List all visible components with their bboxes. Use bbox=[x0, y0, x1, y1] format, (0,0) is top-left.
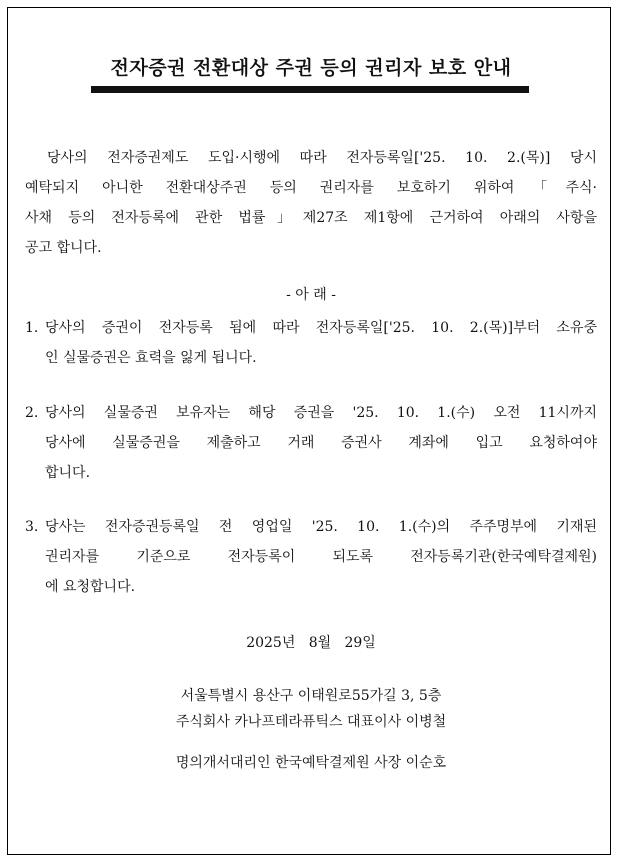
item-number: 1. bbox=[25, 320, 39, 336]
item-line: 에 요청합니다. bbox=[45, 579, 136, 595]
item-line: 합니다. bbox=[45, 465, 91, 481]
intro-line: 공고 합니다. bbox=[25, 240, 102, 256]
title-area bbox=[0, 53, 622, 80]
item-line: 당사의 실물증권 보유자는 해당 증권을 '25. 10. 1.(수) 오전 11시까지 bbox=[45, 405, 597, 421]
intro-paragraph bbox=[25, 143, 597, 263]
company-representative: 주식회사 카나프테라퓨틱스 대표이사 이병철 bbox=[175, 714, 447, 730]
item-line: 인 실물증권은 효력을 잃게 됩니다. bbox=[45, 350, 257, 366]
intro-line: 당사의 전자증권제도 도입·시행에 따라 전자등록일['25. 10. 2.(목)] 당시 bbox=[47, 150, 597, 166]
transfer-agent: 명의개서대리인 한국예탁결제원 사장 이순호 bbox=[175, 755, 447, 771]
item-line: 당사의 증권이 전자등록 됨에 따라 전자등록일['25. 10. 2.(목)]부터 소유중 bbox=[45, 320, 597, 336]
item-line: 당사는 전자증권등록일 전 영업일 '25. 10. 1.(수)의 주주명부에 기재된 bbox=[45, 519, 597, 535]
notice-heading: - 아 래 - bbox=[286, 287, 336, 303]
company-address: 서울특별시 용산구 이태원로55가길 3, 5층 bbox=[180, 688, 442, 704]
item-number: 3. bbox=[25, 519, 39, 535]
intro-line: 예탁되지 아니한 전환대상주권 등의 권리자를 보호하기 위하여「주식· bbox=[25, 180, 597, 196]
notice-item-2 bbox=[25, 398, 597, 488]
document-title: 전자증권 전환대상 주권 등의 권리자 보호 안내 bbox=[110, 57, 512, 79]
notice-item-3 bbox=[25, 512, 597, 602]
item-number: 2. bbox=[25, 405, 39, 421]
item-line: 권리자를 기준으로 전자등록이 되도록 전자등록기관(한국예탁결제원) bbox=[45, 549, 597, 565]
item-line: 당사에 실물증권을 제출하고 거래 증권사 계좌에 입고 요청하여야 bbox=[45, 435, 597, 451]
title-underline-bar bbox=[91, 86, 529, 93]
notice-date: 2025년 8월 29일 bbox=[246, 635, 376, 651]
intro-line: 사채 등의 전자등록에 관한 법률」제27조 제1항에 근거하여 아래의 사항을 bbox=[25, 210, 597, 226]
notice-item-1 bbox=[25, 313, 597, 373]
